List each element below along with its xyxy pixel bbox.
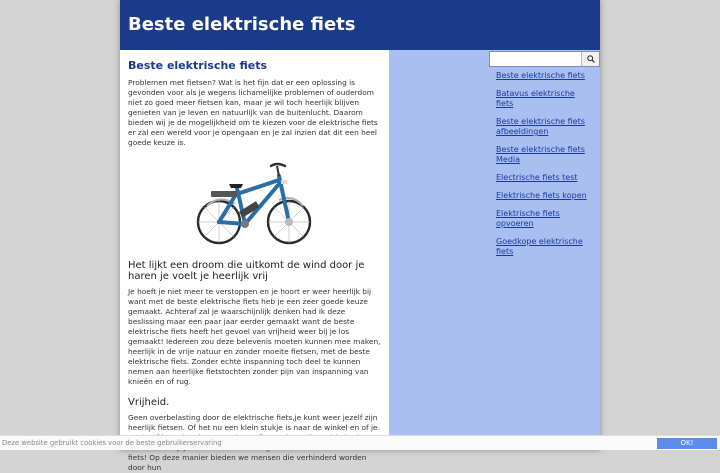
article-title: Beste elektrische fiets	[128, 59, 268, 72]
site-header	[120, 0, 600, 50]
sidebar-item-kopen[interactable]: Elektrische fiets kopen	[496, 191, 587, 200]
section-text-freedom: Geen overbelasting door de elektrische fiets,je kunt weer jezelf zijn heerlijk fietsen. Of het nu een klein stukje is naar de winkel en of je fiets! Op deze manier bieden we mensen die verhinderd worden door hun	[128, 413, 378, 472]
cookie-text: Deze website gebruikt cookies voor de beste gebruikerservaring	[2, 439, 222, 447]
sidebar	[489, 50, 600, 450]
site-title[interactable]: Beste elektrische fiets	[128, 14, 356, 35]
search-input[interactable]	[490, 52, 581, 66]
cookie-ok-button[interactable]: OK!	[657, 438, 717, 449]
sidebar-item-media[interactable]: Beste elektrische fiets Media	[496, 145, 585, 164]
electric-bike-image	[195, 154, 315, 250]
search-icon	[587, 55, 595, 63]
search-box	[489, 51, 600, 67]
page-container	[120, 0, 600, 472]
middle-column	[389, 50, 489, 450]
sidebar-item-opvoeren[interactable]: Elektrische fiets opvoeren	[496, 209, 560, 228]
article-intro: Problemen met fietsen? Wat is het fijn dat er een oplossing is gevonden voor als je wegens lichamelijke problemen of ouderdom niet zo goed meer fietsen kan, maar je wil toch heerlijk blijven genieten van je leven en natuurlijk van de buitenlucht. Daarom bieden wij je de mogelijkheid om te kiezen voor de elektrische fiets er zal een wereld voor je opengaan en je zal inzien dat dit een heel goede keuze is.	[128, 78, 378, 147]
sidebar-item-beste-elektrische-fiets[interactable]: Beste elektrische fiets	[496, 71, 585, 80]
sidebar-item-goedkope[interactable]: Goedkope elektrische fiets	[496, 237, 583, 256]
main-content	[120, 50, 389, 472]
sidebar-item-batavus[interactable]: Batavus elektrische fiets	[496, 89, 575, 108]
section-heading-freedom: Vrijheid.	[128, 397, 170, 408]
sidebar-item-afbeeldingen[interactable]: Beste elektrische fiets afbeeldingen	[496, 117, 585, 136]
section-heading-dream: Het lijkt een droom die uitkomt de wind door je haren je voelt je heerlijk vrij	[128, 260, 365, 282]
cookie-bar	[0, 435, 720, 450]
search-button[interactable]	[581, 52, 599, 66]
section-text-dream: Je hoeft je niet meer te verstoppen en je hoort er weer heerlijk bij want met de beste elektrische fiets heb je een zeer goede keuze gemaakt. Achteraf zal je waarschijnlijk denken had ik deze beslissing maar een paar jaar eerder gemaakt want de beste elektrische fiets heeft het gevoel van vrijheid weer bij je los gemaakt! Iedereen zou deze belevenis moeten kunnen mee maken, heerlijk in de vrije natuur en zonder moeite fietsen, met de beste elektrische fiets. Zonder echte inspanning toch deel te kunnen nemen aan heerlijke fietstochten zonder pijn van inspanning van knieën en of rug.	[128, 287, 381, 386]
sidebar-menu	[489, 71, 600, 257]
sidebar-item-test[interactable]: Electrische fiets test	[496, 173, 578, 182]
